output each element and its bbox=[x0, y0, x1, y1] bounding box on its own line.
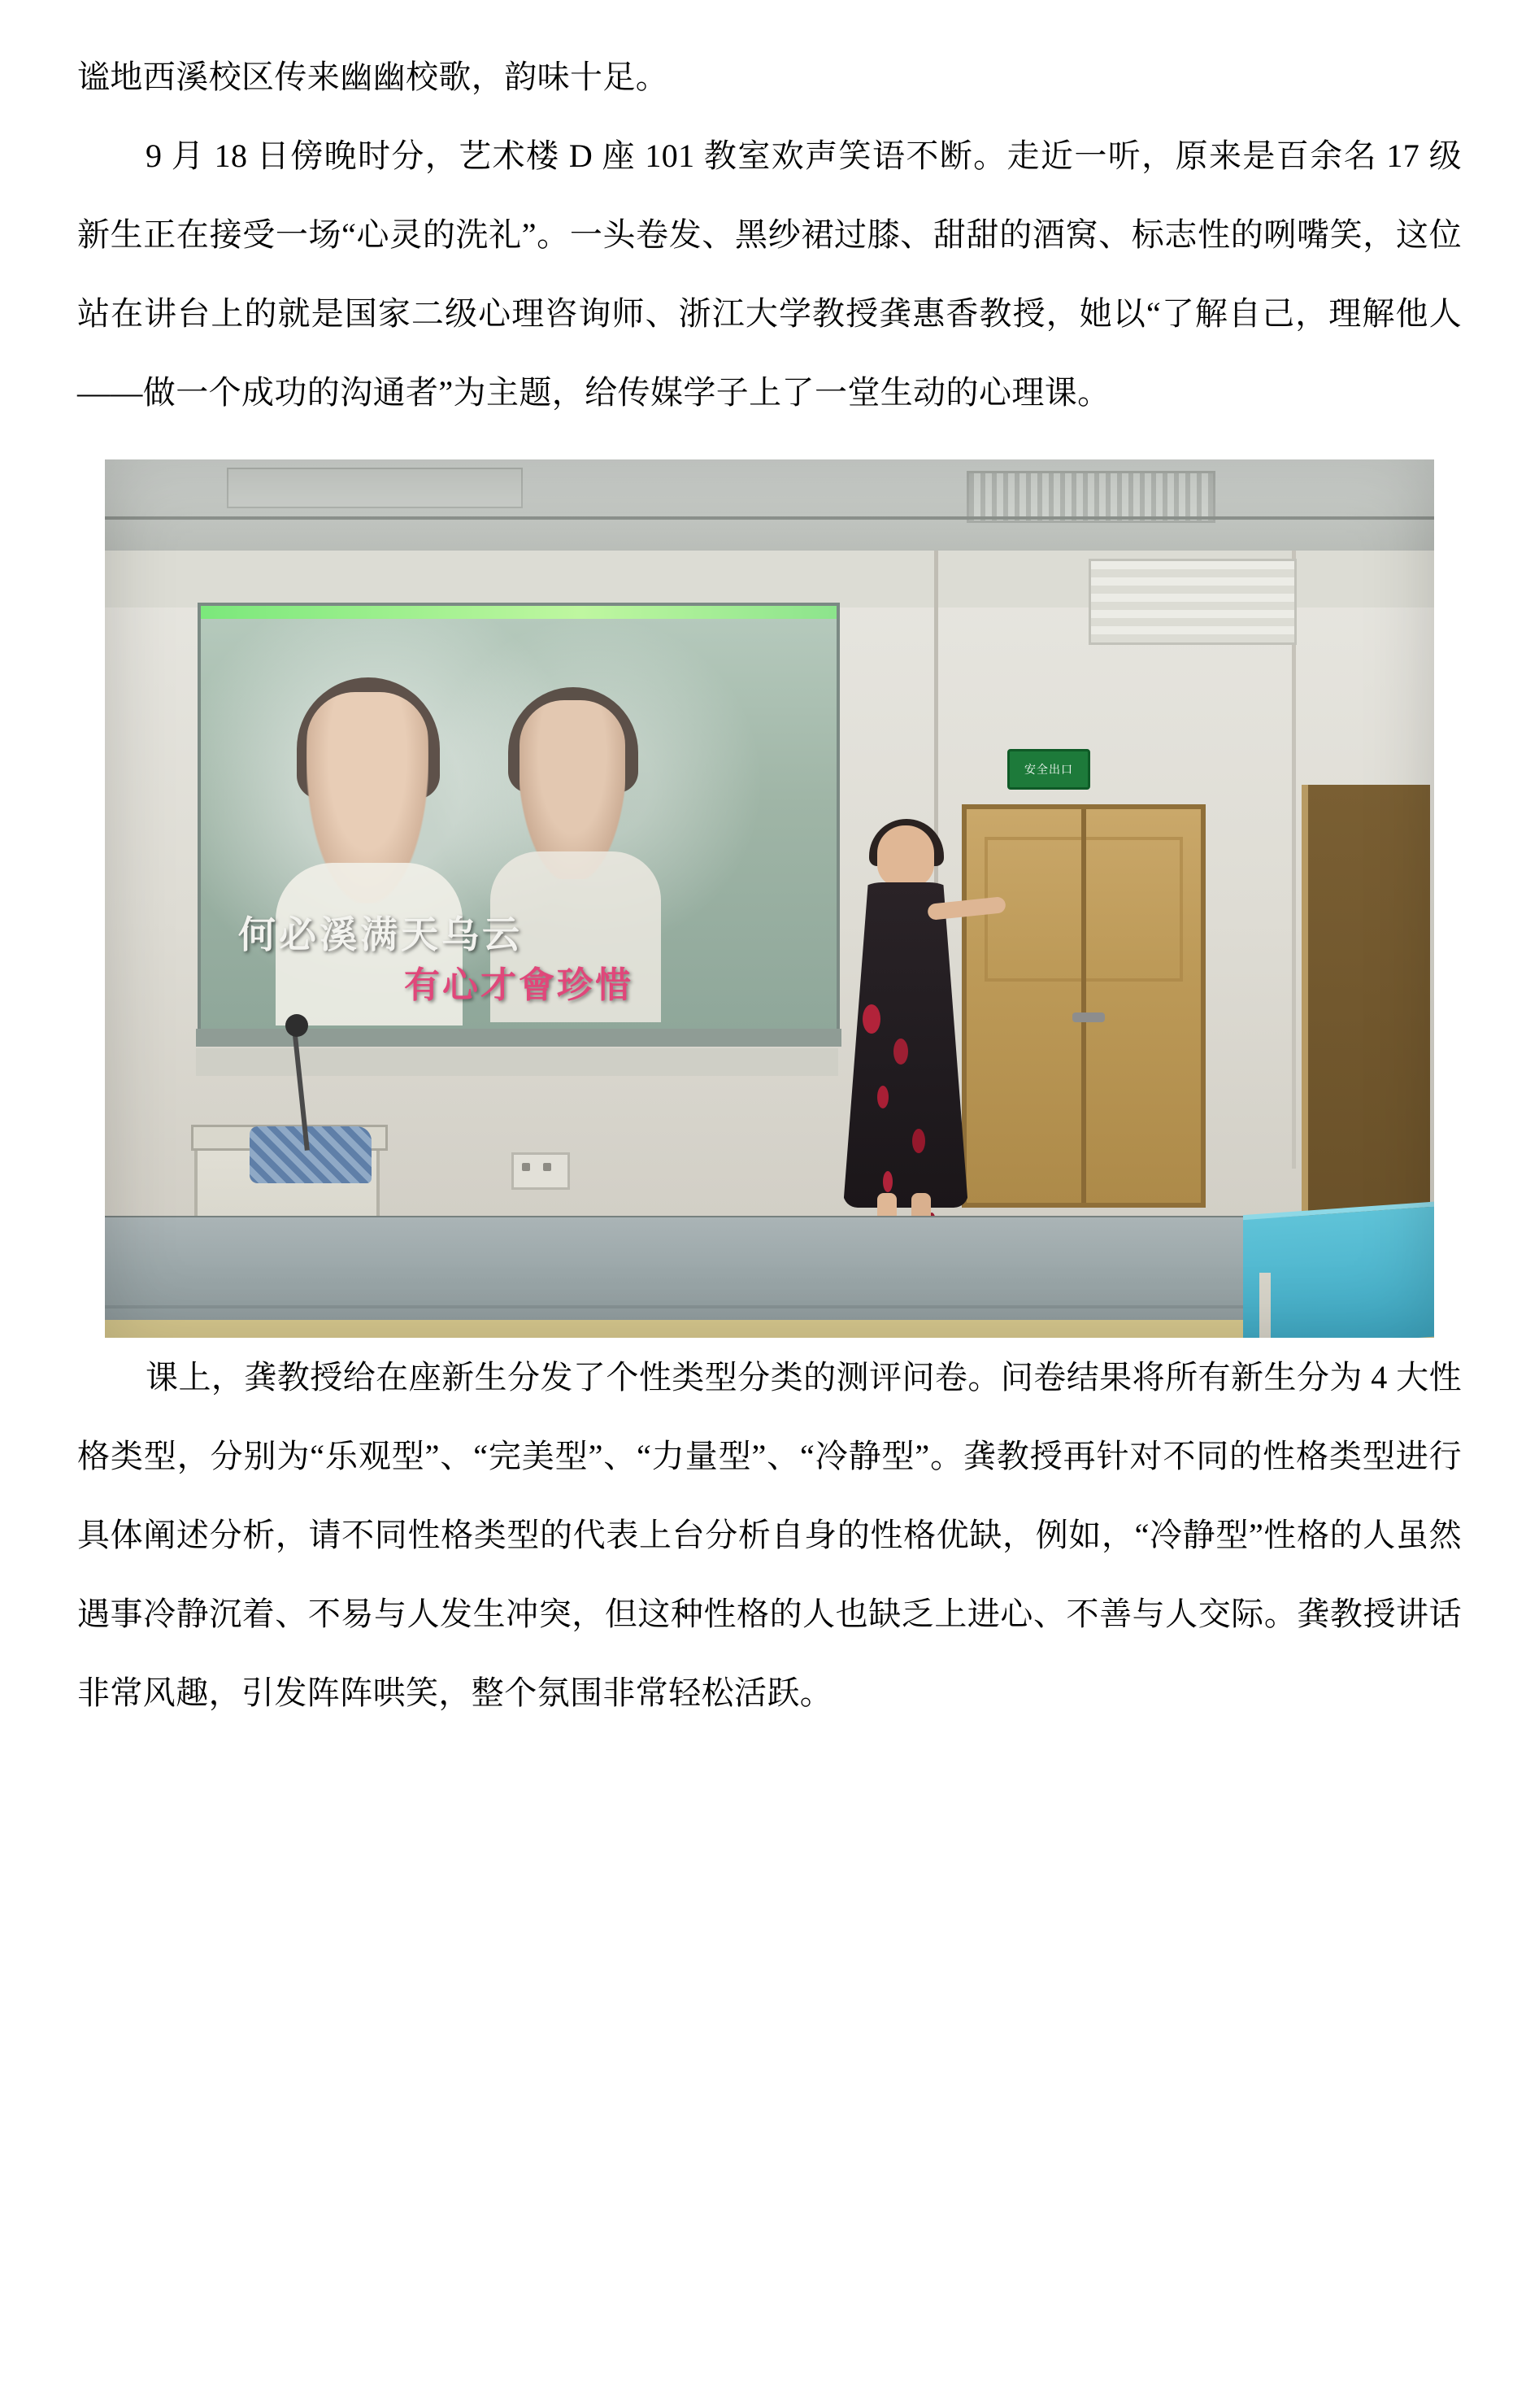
projector-subtitle-line-1: 何必溪满天乌云 bbox=[238, 913, 523, 956]
speaker-person bbox=[820, 825, 991, 1281]
exit-sign-label: 安全出口 bbox=[1024, 763, 1073, 776]
speaker-dress bbox=[843, 882, 968, 1208]
classroom-door bbox=[962, 804, 1206, 1208]
ceiling-vent-right bbox=[967, 471, 1215, 523]
air-conditioner-vent bbox=[1089, 559, 1297, 645]
whiteboard-ledge bbox=[196, 1048, 838, 1076]
blue-table-leg bbox=[1259, 1273, 1271, 1338]
ceiling bbox=[105, 459, 1434, 551]
paragraph-1: 谧地西溪校区传来幽幽校歌，韵味十足。 bbox=[77, 59, 669, 95]
door-center-seam bbox=[1081, 809, 1086, 1203]
microphone-icon bbox=[285, 1014, 308, 1037]
door-handle bbox=[1072, 1012, 1105, 1022]
projection-screen bbox=[201, 606, 837, 1029]
side-doorway bbox=[1302, 785, 1430, 1224]
projector-subtitle-line-2: 有心才會珍惜 bbox=[404, 965, 633, 1005]
wall-socket-holes bbox=[522, 1163, 530, 1171]
ceiling-vent-left bbox=[227, 468, 523, 508]
exit-sign bbox=[1007, 749, 1090, 790]
stage-floor-line bbox=[105, 1305, 1434, 1309]
ceiling-seam bbox=[105, 516, 1434, 520]
speaker-head bbox=[877, 825, 934, 887]
projected-video-frame bbox=[201, 619, 837, 1029]
cloth-bundle bbox=[250, 1126, 372, 1183]
speaker-dress-floral-pattern bbox=[863, 1004, 880, 1034]
paragraph-2: 9 月 18 日傍晚时分，艺术楼 D 座 101 教室欢声笑语不断。走近一听，原来是百余名 17 级新生正在接受一场“心灵的洗礼”。一头卷发、黑纱裙过膝、甜甜的酒窝、标志性的咧嘴笑，这位站在讲台上的就是国家二级心理咨询师、浙江大学教授龚惠香教授，她以“了解自己，理解他人——做一个成功的沟通者”为主题，给传媒学子上了一堂生动的心理课。 bbox=[77, 137, 1462, 411]
blue-table bbox=[1243, 1200, 1434, 1338]
stage-front-edge bbox=[105, 1320, 1434, 1338]
figure-classroom-photo bbox=[77, 459, 1462, 1338]
projector-glow-bar bbox=[201, 606, 837, 619]
paragraph-3: 课上，龚教授给在座新生分发了个性类型分类的测评问卷。问卷结果将所有新生分为 4 大性格类型，分别为“乐观型”、“完美型”、“力量型”、“冷静型”。龚教授再针对不同的性格类型进行具体阐述分析，请不同性格类型的代表上台分析自身的性格优缺，例如，“冷静型”性格的人虽然遇事冷静沉着、不易与人发生冲突，但这种性格的人也缺乏上进心、不善与人交际。龚教授讲话非常风趣，引发阵阵哄笑，整个氛围非常轻松活跃。 bbox=[77, 1359, 1462, 1711]
photo-image bbox=[105, 459, 1434, 1338]
wall-socket bbox=[511, 1152, 570, 1190]
